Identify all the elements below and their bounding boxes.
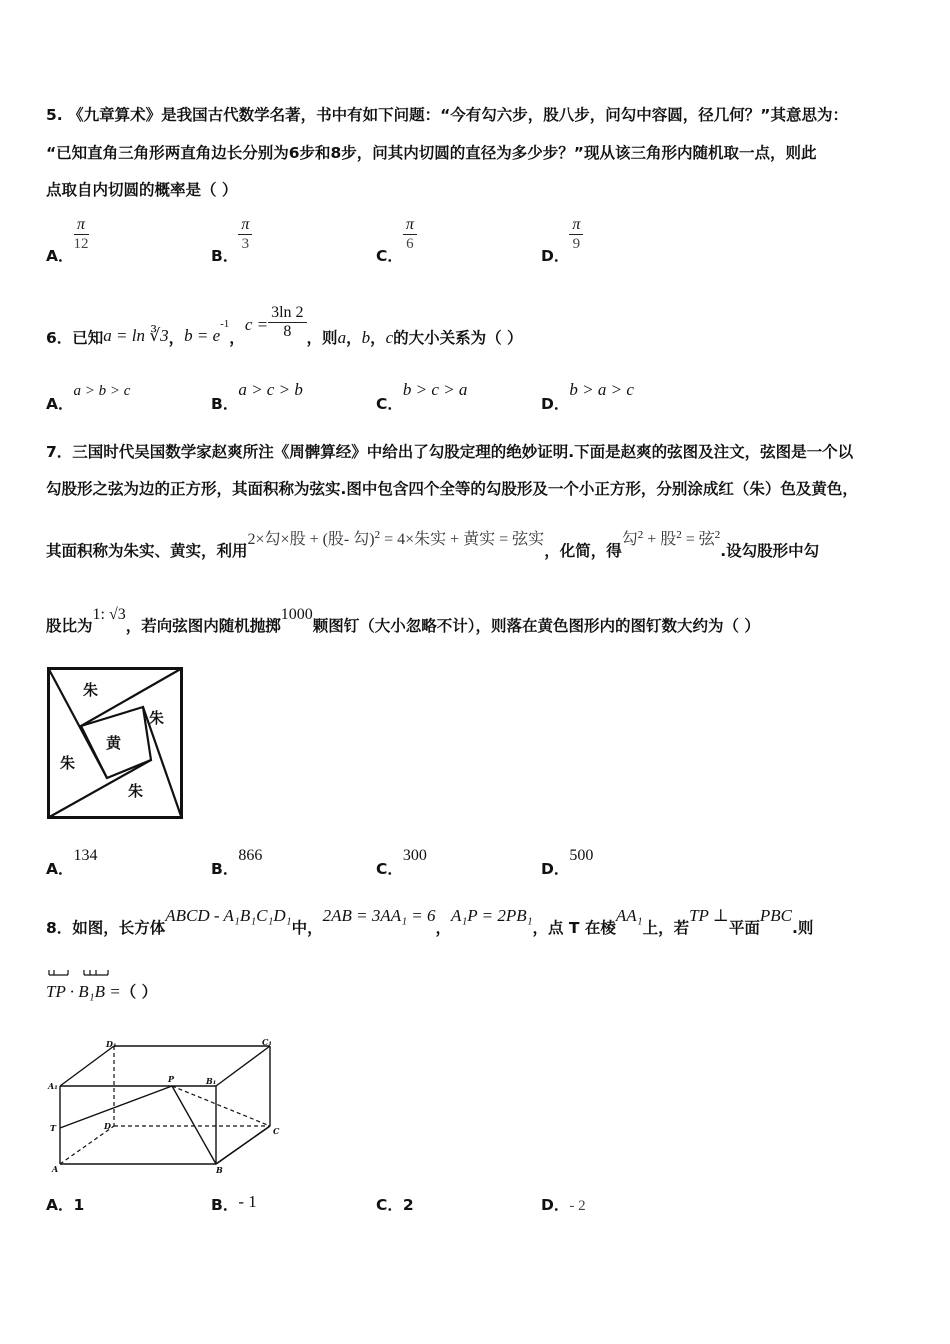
q5-option-c-label: C．	[376, 247, 403, 265]
q7-formula-2c: = 弦	[681, 531, 715, 548]
q8-then: .则	[792, 919, 814, 937]
q6-then: ，则	[306, 329, 338, 347]
q5-option-b-fraction	[238, 216, 252, 253]
q8-option-b[interactable]	[211, 1193, 257, 1215]
q6-sep-1: ，	[346, 329, 362, 347]
q6-option-c-label: C．	[376, 395, 403, 413]
q6-option-a-expr: a > b > c	[73, 383, 131, 399]
q5-option-a-fraction	[74, 216, 89, 253]
q7-label-top: 朱	[83, 681, 99, 699]
q8-label-b1: B₁	[206, 1076, 217, 1086]
q8-comma: ，	[435, 919, 451, 937]
q8-on: 上，若	[642, 919, 690, 937]
q8-plane-name: PBC	[759, 906, 792, 925]
q7-label-left: 朱	[60, 754, 76, 772]
q5-option-a-num: π	[74, 216, 89, 235]
q7-line-3-mid: ，化简，得	[544, 542, 622, 560]
q8-label-c1: C₁	[262, 1037, 272, 1047]
q8-label-t: T	[50, 1123, 56, 1133]
q8-option-a-value: 1	[73, 1196, 85, 1214]
q8-perp: TP ⊥	[689, 906, 729, 925]
q8-cond-1: 2AB = 3AA₁ = 6	[322, 906, 436, 925]
q8-label-c: C	[273, 1126, 280, 1136]
q8-option-a[interactable]	[46, 1193, 84, 1215]
q6-option-b-expr: a > c > b	[238, 380, 303, 399]
q5-option-b-label: B．	[211, 247, 239, 265]
q6-option-b-label: B．	[211, 395, 239, 413]
q5-line-1: 5. 《九章算术》是我国古代数学名著，书中有如下问题：“今有勾六步，股八步，问勾中容圆，径几何？”其意思为：	[46, 106, 848, 124]
q7-option-c[interactable]	[376, 843, 427, 878]
q7-option-a-value: 134	[73, 847, 98, 864]
q8-option-d-label: D．	[541, 1196, 570, 1214]
q7-line-4	[46, 602, 760, 634]
q7-line-2: 勾股形之弦为边的正方形，其面积称为弦实.图中包含四个全等的勾股形及一个小正方形，分别涂成红（朱）色及黄色，	[46, 480, 858, 498]
q5-option-c-fraction	[403, 216, 417, 253]
q8-option-b-label: B．	[211, 1196, 239, 1214]
q8-in: 中，	[291, 919, 323, 937]
q7-formula-1-rhs: = 4×朱实 + 黄实 = 弦实	[380, 531, 545, 548]
q7-line-1: 7．三国时代吴国数学家赵爽所注《周髀算经》中给出了勾股定理的绝妙证明.下面是赵爽的弦图及注文，弦图是一个以	[46, 443, 854, 461]
q7-count: 1000	[280, 606, 313, 623]
q7-option-b-label: B．	[211, 860, 239, 878]
q8-label-d1: D₁	[106, 1039, 117, 1049]
q6-a-expr: a = ln ∛3	[103, 326, 169, 345]
q8-label-b: B	[216, 1165, 223, 1175]
q5-option-a-den: 12	[73, 236, 89, 252]
q7-hypotenuse-diagram	[47, 667, 183, 819]
q6-c-den: 8	[283, 323, 292, 340]
q5-option-a-label: A．	[46, 247, 74, 265]
q8-cuboid-svg	[44, 1034, 294, 1180]
q5-option-d-den: 9	[572, 236, 581, 252]
q7-option-d-value: 500	[569, 847, 594, 864]
q6-prefix: 6．已知	[46, 329, 104, 347]
q8-vector-arrows	[48, 968, 112, 978]
q6-comma-2: ，	[229, 329, 245, 347]
q7-label-right: 朱	[149, 709, 165, 727]
q8-cuboid-figure	[44, 1034, 294, 1180]
q6-stem	[46, 296, 523, 347]
q5-line-2: “已知直角三角形两直角边长分别为6步和8步，问其内切圆的直径为多少步？”现从该三角形内随机取一点，则此	[46, 144, 817, 162]
q6-c-fraction	[268, 304, 306, 341]
q6-option-d[interactable]	[541, 378, 634, 413]
q8-option-c-value: 2	[402, 1196, 414, 1214]
q8-option-c[interactable]	[376, 1193, 414, 1215]
q8-blank: （ ）	[120, 983, 158, 1001]
q6-c-num: 3ln 2	[268, 304, 306, 323]
q8-stem	[46, 904, 813, 936]
q6-option-d-label: D．	[541, 395, 570, 413]
q5-option-d-num: π	[569, 216, 583, 235]
q7-line-3-suffix: .设勾股形中勾	[720, 542, 820, 560]
q7-label-center: 黄	[106, 734, 122, 752]
q5-option-d[interactable]	[541, 216, 583, 265]
q7-formula-2a-sup: 2	[637, 528, 644, 541]
q7-option-a-label: A．	[46, 860, 74, 878]
q7-option-b-value: 866	[238, 847, 263, 864]
q7-option-c-value: 300	[402, 847, 427, 864]
q7-formula-2a: 勾	[621, 531, 638, 548]
q6-b-sup: -1	[220, 317, 230, 330]
q7-label-bottom: 朱	[128, 782, 144, 800]
q7-line-3	[46, 526, 819, 558]
q5-option-d-label: D．	[541, 247, 570, 265]
q8-option-d[interactable]	[541, 1193, 586, 1215]
q7-formula-2b-sup: 2	[676, 528, 682, 541]
q6-var-a: a	[337, 328, 347, 347]
q8-prefix: 8．如图，长方体	[46, 919, 166, 937]
q5-option-c[interactable]	[376, 216, 417, 265]
q5-option-c-den: 6	[406, 236, 414, 252]
q6-suffix: 的大小关系为（ ）	[393, 329, 523, 347]
q8-vector-expr: TP · B₁B =	[46, 982, 121, 1001]
q8-option-a-label: A．	[46, 1196, 74, 1214]
q7-formula-2c-sup: 2	[714, 528, 721, 541]
q7-option-d[interactable]	[541, 843, 594, 878]
q8-label-a1: A₁	[48, 1081, 58, 1091]
q7-ratio: 1: √3	[92, 606, 126, 623]
q7-option-b[interactable]	[211, 843, 263, 878]
q8-option-c-label: C．	[376, 1196, 403, 1214]
q6-var-c: c	[385, 328, 394, 347]
q5-option-b-num: π	[238, 216, 252, 235]
q6-sep-2: ，	[370, 329, 386, 347]
q8-solid: ABCD - A₁B₁C₁D₁	[165, 906, 292, 925]
q8-option-d-value: - 2	[569, 1198, 586, 1214]
q7-line-4-suffix: 颗图钉（大小忽略不计），则落在黄色图形内的图钉数大约为（ ）	[312, 617, 760, 635]
q8-option-b-value: - 1	[238, 1192, 257, 1211]
q7-formula-1-sup: 2	[374, 528, 381, 541]
q6-option-a[interactable]	[46, 378, 131, 413]
q5-option-b[interactable]	[211, 216, 252, 265]
q8-edge: AA₁	[615, 906, 643, 925]
q5-option-b-den: 3	[241, 236, 250, 252]
q7-option-d-label: D．	[541, 860, 570, 878]
q6-option-a-label: A．	[46, 395, 74, 413]
q8-cond-2: A₁P = 2PB₁	[450, 906, 533, 925]
q6-option-c[interactable]	[376, 378, 468, 413]
q7-line-4-prefix: 股比为	[46, 617, 93, 635]
q8-vector-line	[46, 968, 157, 1002]
q6-c-lhs: c =	[244, 315, 269, 334]
q8-point-t: ，点 T 在棱	[532, 919, 616, 937]
q7-option-a[interactable]	[46, 843, 98, 878]
q5-line-3: 点取自内切圆的概率是（ ）	[46, 181, 238, 199]
q6-b-expr: b = e	[184, 326, 221, 345]
q6-option-c-expr: b > c > a	[402, 380, 468, 399]
q8-label-p: P	[168, 1074, 175, 1084]
q5-option-c-num: π	[403, 216, 417, 235]
q7-option-c-label: C．	[376, 860, 403, 878]
q8-plane: 平面	[728, 919, 760, 937]
q6-option-d-expr: b > a > c	[569, 380, 634, 399]
q8-label-d: D	[104, 1121, 111, 1131]
q6-option-b[interactable]	[211, 378, 303, 413]
q7-formula-2b: + 股	[643, 531, 677, 548]
q5-option-a[interactable]	[46, 216, 89, 265]
q8-label-a: A	[52, 1164, 59, 1174]
q5-option-d-fraction	[569, 216, 583, 253]
q7-line-3-prefix: 其面积称为朱实、黄实，利用	[46, 542, 248, 560]
q7-line-4-mid: ，若向弦图内随机抛掷	[125, 617, 281, 635]
q6-comma-1: ，	[168, 329, 185, 347]
q7-formula-1: 2×勾×股 + (股- 勾)	[247, 531, 375, 548]
q6-var-b: b	[361, 328, 371, 347]
